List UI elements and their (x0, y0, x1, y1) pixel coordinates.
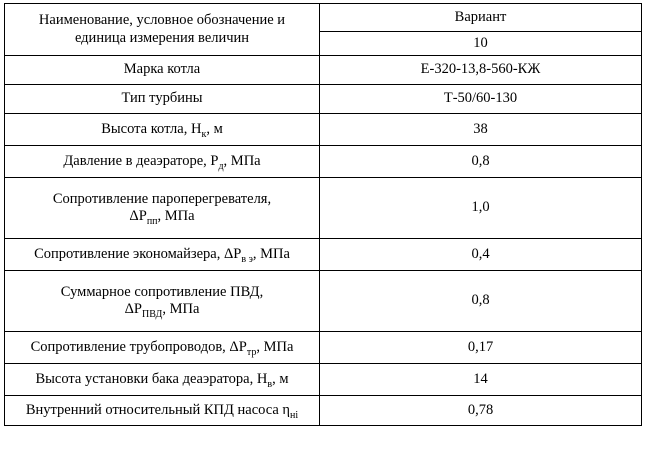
table-row (5, 114, 642, 146)
row-value: 14 (320, 364, 642, 396)
name-column-header-line2: единица измерения величин (74, 29, 250, 46)
table-row (5, 178, 642, 239)
row-label (5, 114, 320, 146)
table-row (5, 85, 642, 114)
table-row (5, 364, 642, 396)
label-main: Высота установки бака деаэратора, Н (35, 370, 268, 387)
label-main: Сопротивление экономайзера, ΔР (34, 245, 242, 262)
label-main: ΔР (124, 301, 142, 317)
table-row (5, 239, 642, 271)
row-value: Т-50/60-130 (320, 85, 642, 114)
row-value: 0,8 (320, 146, 642, 178)
label-subscript: д (218, 160, 224, 172)
name-column-header-line1: Наименование, условное обозначение и (38, 12, 286, 29)
label-subscript: в (267, 378, 273, 390)
label-subscript: пп (146, 216, 158, 227)
row-label (5, 396, 320, 426)
label-subscript: к (201, 128, 207, 140)
row-label (5, 364, 320, 396)
label-tail: , МПа (162, 301, 200, 317)
label-tail: , МПа (252, 245, 290, 262)
parameters-table (4, 3, 642, 426)
table-row (5, 271, 642, 332)
row-label: Марка котла (5, 56, 320, 85)
label-line2 (9, 301, 315, 318)
label-subscript: в э (241, 253, 253, 265)
value-column-header: Вариант (320, 4, 642, 32)
row-label (5, 271, 320, 332)
label-main: Внутренний относительный КПД насоса η (25, 401, 291, 418)
label-subscript: тр (246, 346, 257, 358)
row-value: 0,78 (320, 396, 642, 426)
label-line2 (9, 208, 315, 225)
label-tail: , МПа (157, 208, 195, 224)
row-label (5, 146, 320, 178)
label-line1: Сопротивление пароперегревателя, (52, 190, 272, 207)
label-subscript: нi (290, 409, 299, 421)
table-row (5, 56, 642, 85)
label-main: Сопротивление трубопроводов, ΔР (30, 338, 247, 355)
row-value: 1,0 (320, 178, 642, 239)
row-label (5, 239, 320, 271)
label-main: Давление в деаэраторе, Р (63, 152, 219, 169)
variant-number: 10 (320, 32, 642, 56)
name-column-header (5, 4, 320, 56)
row-label (5, 332, 320, 364)
row-label: Тип турбины (5, 85, 320, 114)
label-tail: , м (272, 370, 289, 387)
label-tail: , МПа (256, 338, 294, 355)
label-main: Высота котла, Н (101, 120, 202, 137)
label-line1: Суммарное сопротивление ПВД, (60, 283, 264, 300)
row-value: 0,4 (320, 239, 642, 271)
row-value: Е-320-13,8-560-КЖ (320, 56, 642, 85)
row-value: 38 (320, 114, 642, 146)
label-subscript: ПВД (141, 309, 163, 320)
row-value: 0,17 (320, 332, 642, 364)
label-tail: , м (206, 120, 223, 137)
row-label (5, 178, 320, 239)
table-row (5, 146, 642, 178)
label-main: ΔР (129, 208, 147, 224)
table-header-row (5, 4, 642, 32)
table-row (5, 396, 642, 426)
table-row (5, 332, 642, 364)
label-tail: , МПа (223, 152, 261, 169)
row-value: 0,8 (320, 271, 642, 332)
